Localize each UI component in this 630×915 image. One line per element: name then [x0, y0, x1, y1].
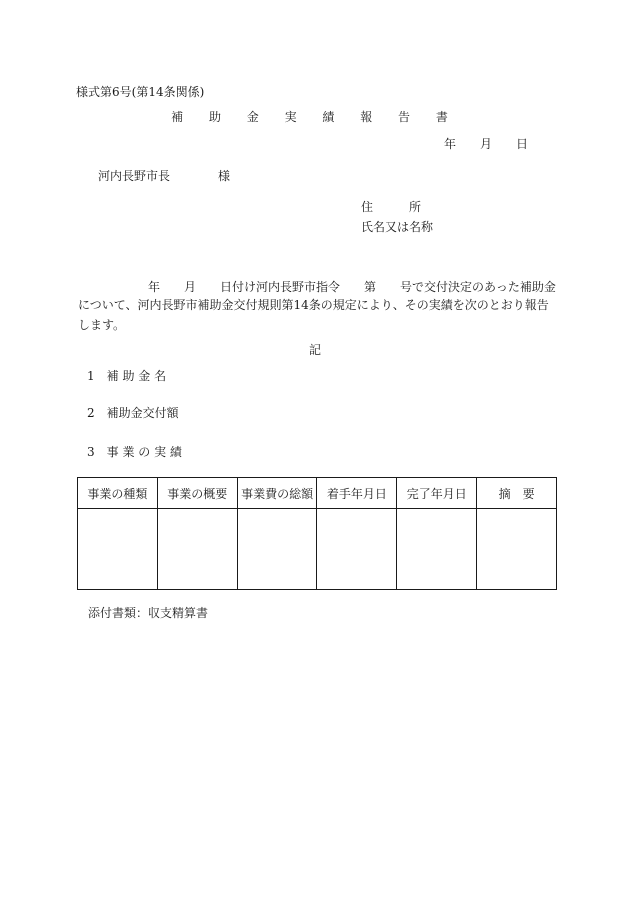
header-total-cost: 事業費の総額	[237, 478, 317, 509]
body-text-line-1: 年 月 日付け河内長野市指令 第 号で交付決定のあった補助金	[148, 280, 556, 294]
cell-project-type[interactable]	[78, 509, 158, 590]
cell-remarks[interactable]	[477, 509, 557, 590]
item-subsidy-amount: 2 補助金交付額	[87, 406, 179, 420]
attachment-note: 添付書類：収支精算書	[88, 606, 209, 620]
header-start-date: 着手年月日	[317, 478, 397, 509]
date-line	[444, 137, 528, 151]
body-text-line-2: について、河内長野市補助金交付規則第14条の規定により、その実績を次のとおり報告	[78, 298, 549, 312]
table-header-row	[78, 478, 557, 509]
address-label: 住 所	[361, 200, 422, 214]
item-project-results: 3 事 業 の 実 績	[87, 445, 182, 459]
addressee: 河内長野市長 様	[98, 169, 231, 183]
header-completion-date: 完了年月日	[397, 478, 477, 509]
name-label: 氏名又は名称	[361, 220, 434, 234]
header-remarks: 摘 要	[477, 478, 557, 509]
body-text-line-3: します。	[78, 318, 126, 332]
header-project-type: 事業の種類	[78, 478, 158, 509]
day-label: 日	[516, 137, 529, 151]
document-title: 補 助 金 実 績 報 告 書	[171, 110, 459, 124]
results-table	[77, 477, 557, 590]
header-project-summary: 事業の概要	[157, 478, 237, 509]
year-label: 年	[444, 137, 457, 151]
month-label: 月	[480, 137, 493, 151]
cell-project-summary[interactable]	[157, 509, 237, 590]
ki-heading: 記	[308, 343, 321, 357]
table-row	[78, 509, 557, 590]
item-subsidy-name: 1 補 助 金 名	[87, 369, 167, 383]
cell-total-cost[interactable]	[237, 509, 317, 590]
cell-start-date[interactable]	[317, 509, 397, 590]
cell-completion-date[interactable]	[397, 509, 477, 590]
form-number-label: 様式第6号(第14条関係)	[76, 85, 205, 99]
